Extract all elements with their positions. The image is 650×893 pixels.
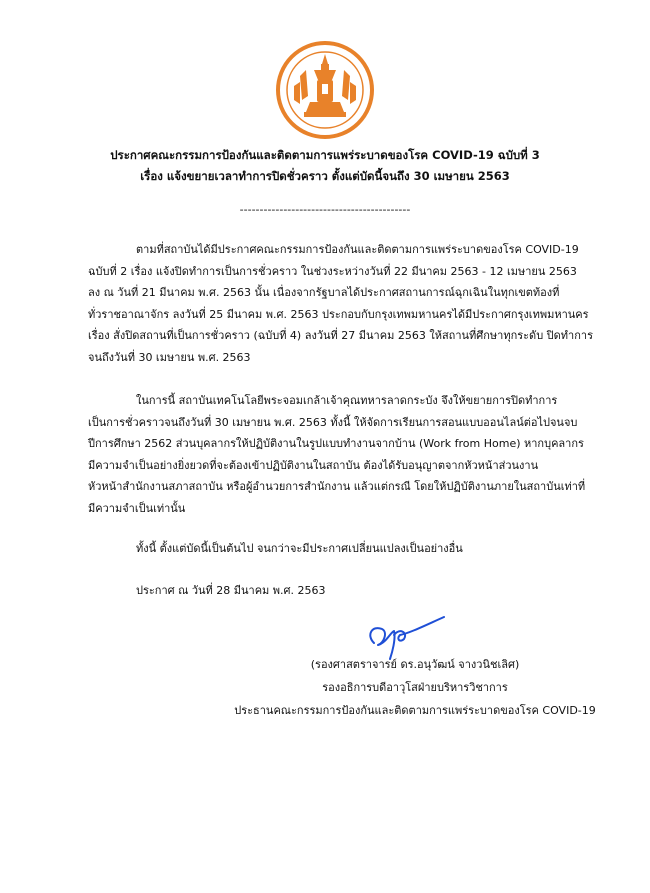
paragraph-2-line: ปีการศึกษา 2562 ส่วนบุคลากรให้ปฏิบัติงานในรูปแบบทำงานจากบ้าน (Work from Home) หากบุคลากร [88, 437, 584, 450]
paragraph-2 [88, 390, 588, 519]
university-seal-icon [270, 40, 380, 140]
paragraph-1-line: ทั่วราชอาณาจักร ลงวันที่ 25 มีนาคม พ.ศ. 2563 ประกอบกับกรุงเทพมหานครได้มีประกาศกรุงเทพมหานคร [88, 307, 589, 321]
signatory-position-2: ประธานคณะกรรมการป้องกันและติดตามการแพร่ระบาดของโรค COVID-19 [234, 704, 596, 717]
signatory-name: (รองศาสตราจารย์ ดร.อนุวัฒน์ จางวนิชเลิศ) [310, 658, 520, 671]
paragraph-2-line: มีความจำเป็นอย่างยิ่งยวดที่จะต้องเข้าปฏิบัติงานในสถาบัน ต้องได้รับอนุญาตจากหัวหน้าส่วนงาน [88, 458, 539, 472]
paragraph-1-line: ตามที่สถาบันได้มีประกาศคณะกรรมการป้องกันและติดตามการแพร่ระบาดของโรค COVID-19 [136, 243, 579, 256]
document-title-line1: ประกาศคณะกรรมการป้องกันและติดตามการแพร่ระบาดของโรค COVID-19 ฉบับที่ 3 [110, 148, 540, 162]
title-divider: ------------------------------------------- [239, 203, 411, 216]
paragraph-1-line: ฉบับที่ 2 เรื่อง แจ้งปิดทำการเป็นการชั่วคราว ในช่วงระหว่างวันที่ 22 มีนาคม 2563 - 12 เมษายน 2563 [88, 264, 577, 278]
paragraph-2-line: มีความจำเป็นเท่านั้น [88, 501, 186, 515]
signatory-position-1: รองอธิการบดีอาวุโสฝ่ายบริหารวิชาการ [322, 681, 508, 694]
paragraph-1 [88, 239, 593, 368]
paragraph-2-line: ในการนี้ สถาบันเทคโนโลยีพระจอมเกล้าเจ้าคุณทหารลาดกระบัง จึงให้ขยายการปิดทำการ [136, 394, 558, 407]
paragraph-1-line: เรื่อง สั่งปิดสถานที่เป็นการชั่วคราว (ฉบับที่ 4) ลงวันที่ 27 มีนาคม 2563 ให้สถานที่ศึกษาทุกระดับ ปิดทำการ [88, 329, 593, 342]
document-title-line2: เรื่อง แจ้งขยายเวลาทำการปิดชั่วคราว ตั้งแต่บัดนี้จนถึง 30 เมษายน 2563 [140, 169, 510, 183]
paragraph-2-line: เป็นการชั่วคราวจนถึงวันที่ 30 เมษายน พ.ศ. 2563 ทั้งนี้ ให้จัดการเรียนการสอนแบบออนไลน์ต่อไปจนจบ [88, 415, 578, 429]
paragraph-1-line: จนถึงวันที่ 30 เมษายน พ.ศ. 2563 [88, 350, 251, 364]
paragraph-3: ทั้งนี้ ตั้งแต่บัดนี้เป็นต้นไป จนกว่าจะมีประกาศเปลี่ยนแปลงเป็นอย่างอื่น [136, 542, 463, 555]
paragraph-2-line: หัวหน้าสำนักงานสภาสถาบัน หรือผู้อำนวยการสำนักงาน แล้วแต่กรณี โดยให้ปฏิบัติงานภายในสถาบันเท่าที่ [88, 480, 586, 493]
paragraph-1-line: ลง ณ วันที่ 21 มีนาคม พ.ศ. 2563 นั้น เนื่องจากรัฐบาลได้ประกาศสถานการณ์ฉุกเฉินในทุกเขตท้องที่ [88, 286, 560, 299]
announce-date: ประกาศ ณ วันที่ 28 มีนาคม พ.ศ. 2563 [136, 584, 326, 597]
